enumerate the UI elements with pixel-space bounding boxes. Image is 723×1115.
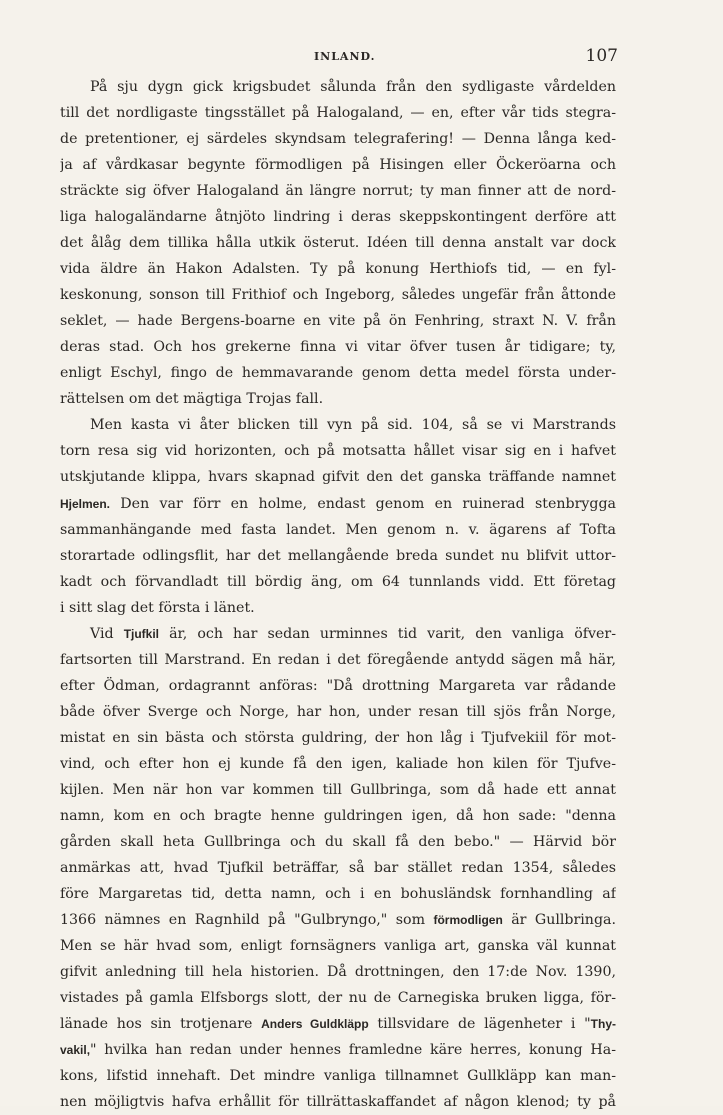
text-line: enligt Eschyl, fingo de hemmavarande genom detta medel första under- xyxy=(60,365,616,382)
text-line: efter Ödman, ordagrannt anföras: "Då drottning Margareta var rådande xyxy=(60,677,616,694)
text-line: de pretentioner, ej särdeles skyndsam telegrafering! — Denna långa ked- xyxy=(60,131,616,148)
emphasis-formodligen: förmodligen xyxy=(433,913,503,927)
text-line: På sju dygn gick krigsbudet sålunda från den sydligaste vårdelden xyxy=(90,79,616,95)
text-line: före Margaretas tid, detta namn, och i en bohusländsk fornhandling af xyxy=(60,885,616,902)
text-line: 1366 nämnes en Ragnhild på "Gulbryngo," som förmodligen är Gullbringa. xyxy=(60,912,616,928)
text-line: både öfver Sverge och Norge, har hon, under resan till sjös från Norge, xyxy=(60,703,616,720)
text-line: storartade odlingsflit, har det mellangående breda sundet nu blifvit uttor- xyxy=(60,547,616,564)
text-line: vistades på gamla Elfsborgs slott, der nu de Carnegiska bruken ligga, för- xyxy=(60,990,616,1007)
text-line: till det nordligaste tingsstället på Halogaland, — en, efter vår tids stegra- xyxy=(60,105,616,122)
text-line: Vid Tjufkil är, och har sedan urminnes tid varit, den vanliga öfver- xyxy=(90,625,616,642)
place-name-thyvakil-part1: Thy- xyxy=(590,1017,616,1032)
person-name-anders-guldklapp: Anders Guldkläpp xyxy=(261,1017,369,1032)
text-line: kons, lifstid innehaft. Det mindre vanliga tillnamnet Gullkläpp kan man- xyxy=(60,1068,616,1085)
text-line: gården skall heta Gullbringa och du skall få den bebo." — Härvid bör xyxy=(60,833,616,850)
text-line: kijlen. Men när hon var kommen till Gullbringa, som då hade ett annat xyxy=(60,781,616,798)
text-line: utskjutande klippa, hvars skapnad gifvit den det ganska träffande namnet xyxy=(60,469,616,486)
text-line: kadt och förvandladt till bördig äng, om 64 tunnlands vidd. Ett företag xyxy=(60,573,616,590)
text-line: deras stad. Och hos grekerne finna vi vitar öfver tusen år tidigare; ty, xyxy=(60,339,616,356)
text-line: mistat en sin bästa och största guldring, der hon låg i Tjufvekiil för mot- xyxy=(60,729,616,746)
text-line: sammanhängande med fasta landet. Men genom n. v. ägarens af Tofta xyxy=(60,521,616,538)
text-line: seklet, — hade Bergens-boarne en vite på ön Fenhring, straxt N. V. från xyxy=(60,313,616,330)
text-line: gifvit anledning till hela historien. Då drottningen, den 17:de Nov. 1390, xyxy=(60,964,616,981)
text-line: nen möjligtvis hafva erhållit för tillrättaskaffandet af någon klenod; ty på xyxy=(60,1094,616,1111)
running-head xyxy=(58,46,618,70)
text-line: anmärkas att, hvad Tjufkil beträffar, så bar stället redan 1354, således xyxy=(60,859,616,876)
text-line: länade hos sin trotjenare Anders Guldkläpp tillsvidare de lägenheter i "Thy- xyxy=(60,1016,616,1033)
text-line: vind, och efter hon ej kunde få den igen, kaliade hon kilen för Tjufve- xyxy=(60,755,616,772)
place-name-thyvakil-part2: vakil, xyxy=(60,1043,91,1058)
body-text xyxy=(60,74,616,1115)
text-line: Men kasta vi åter blicken till vyn på sid. 104, så se vi Marstrands xyxy=(90,417,616,434)
place-name-hjelmen: Hjelmen. xyxy=(60,496,111,511)
text-line: namn, kom en och bragte henne guldringen igen, då hon sade: "denna xyxy=(60,807,616,824)
text-line: torn resa sig vid horizonten, och på motsatta hållet visar sig en i hafvet xyxy=(60,443,616,460)
text-line: ja af vårdkasar begynte förmodligen på Hisingen eller Öckeröarna och xyxy=(60,157,616,174)
text-line: rättelsen om det mägtiga Trojas fall. xyxy=(60,391,324,408)
text-line: vakil," hvilka han redan under hennes framledne käre herres, konung Ha- xyxy=(60,1042,616,1059)
page-number: 107 xyxy=(585,46,618,66)
text-line: liga halogaländarne åtnjöto lindring i deras skeppskontingent derföre att xyxy=(60,209,616,226)
text-line: sträckte sig öfver Halogaland än längre norrut; ty man finner att de nord- xyxy=(60,183,616,200)
text-line: i sitt slag det första i länet. xyxy=(60,599,255,616)
text-line: Men se här hvad som, enligt fornsägners vanliga art, ganska väl kunnat xyxy=(60,938,616,955)
text-line: vida äldre än Hakon Adalsten. Ty på konung Herthiofs tid, — en fyl- xyxy=(60,261,616,278)
text-line: fartsorten till Marstrand. En redan i det föregående antydd sägen må här, xyxy=(60,651,616,668)
text-line: Hjelmen. Den var förr en holme, endast genom en ruinerad stenbrygga xyxy=(60,495,616,512)
running-title: INLAND. xyxy=(314,50,376,63)
text-line: keskonung, sonson till Frithiof och Ingeborg, således ungefär från åttonde xyxy=(60,287,616,304)
place-name-tjufkil: Tjufkil xyxy=(123,626,160,641)
text-line: det ålåg dem tillika hålla utkik österut. Idéen till denna anstalt var dock xyxy=(60,235,616,252)
